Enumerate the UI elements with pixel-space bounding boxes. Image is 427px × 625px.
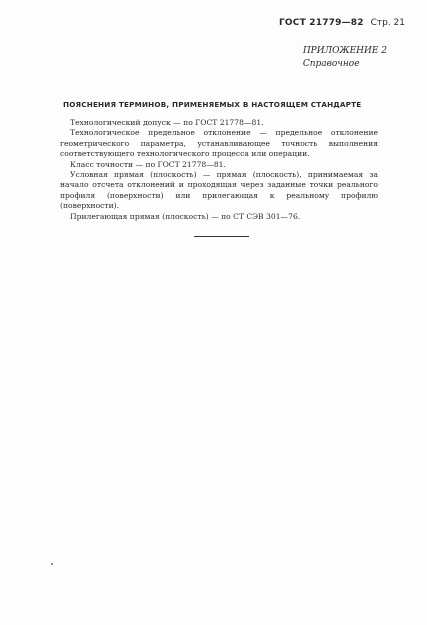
standard-number: ГОСТ 21779—82 — [279, 18, 364, 28]
end-divider — [194, 236, 249, 237]
page-number: Стр. 21 — [370, 18, 405, 28]
definition-paragraph: Технологическое предельное отклонение — предельное отклонение геометрического параметра, устанавливающее точность выполнения соответствующего технологического процесса или операции. — [60, 128, 378, 159]
page-header — [279, 18, 405, 28]
definition-paragraph: Класс точности — по ГОСТ 21778—81. — [70, 159, 226, 169]
definitions-text — [60, 118, 378, 222]
scan-speck — [51, 563, 53, 565]
appendix-label: ПРИЛОЖЕНИЕ 2 — [302, 46, 387, 56]
definition-paragraph: Прилегающая прямая (плоскость) — по СТ СЭВ 301—76. — [70, 211, 301, 221]
definition-paragraph: Условная прямая (плоскость) — прямая (плоскость), принимаемая за начало отсчета отклонений и проходящая через заданные точки реального профиля (поверхности) или прилегающая к реальному профилю (поверхности). — [60, 170, 378, 211]
appendix-block — [303, 45, 387, 71]
appendix-type: Справочное — [302, 59, 360, 69]
definition-paragraph: Технологический допуск — по ГОСТ 21778—81. — [70, 118, 264, 127]
section-title: ПОЯСНЕНИЯ ТЕРМИНОВ, ПРИМЕНЯЕМЫХ В НАСТОЯЩЕМ СТАНДАРТЕ — [63, 100, 362, 109]
